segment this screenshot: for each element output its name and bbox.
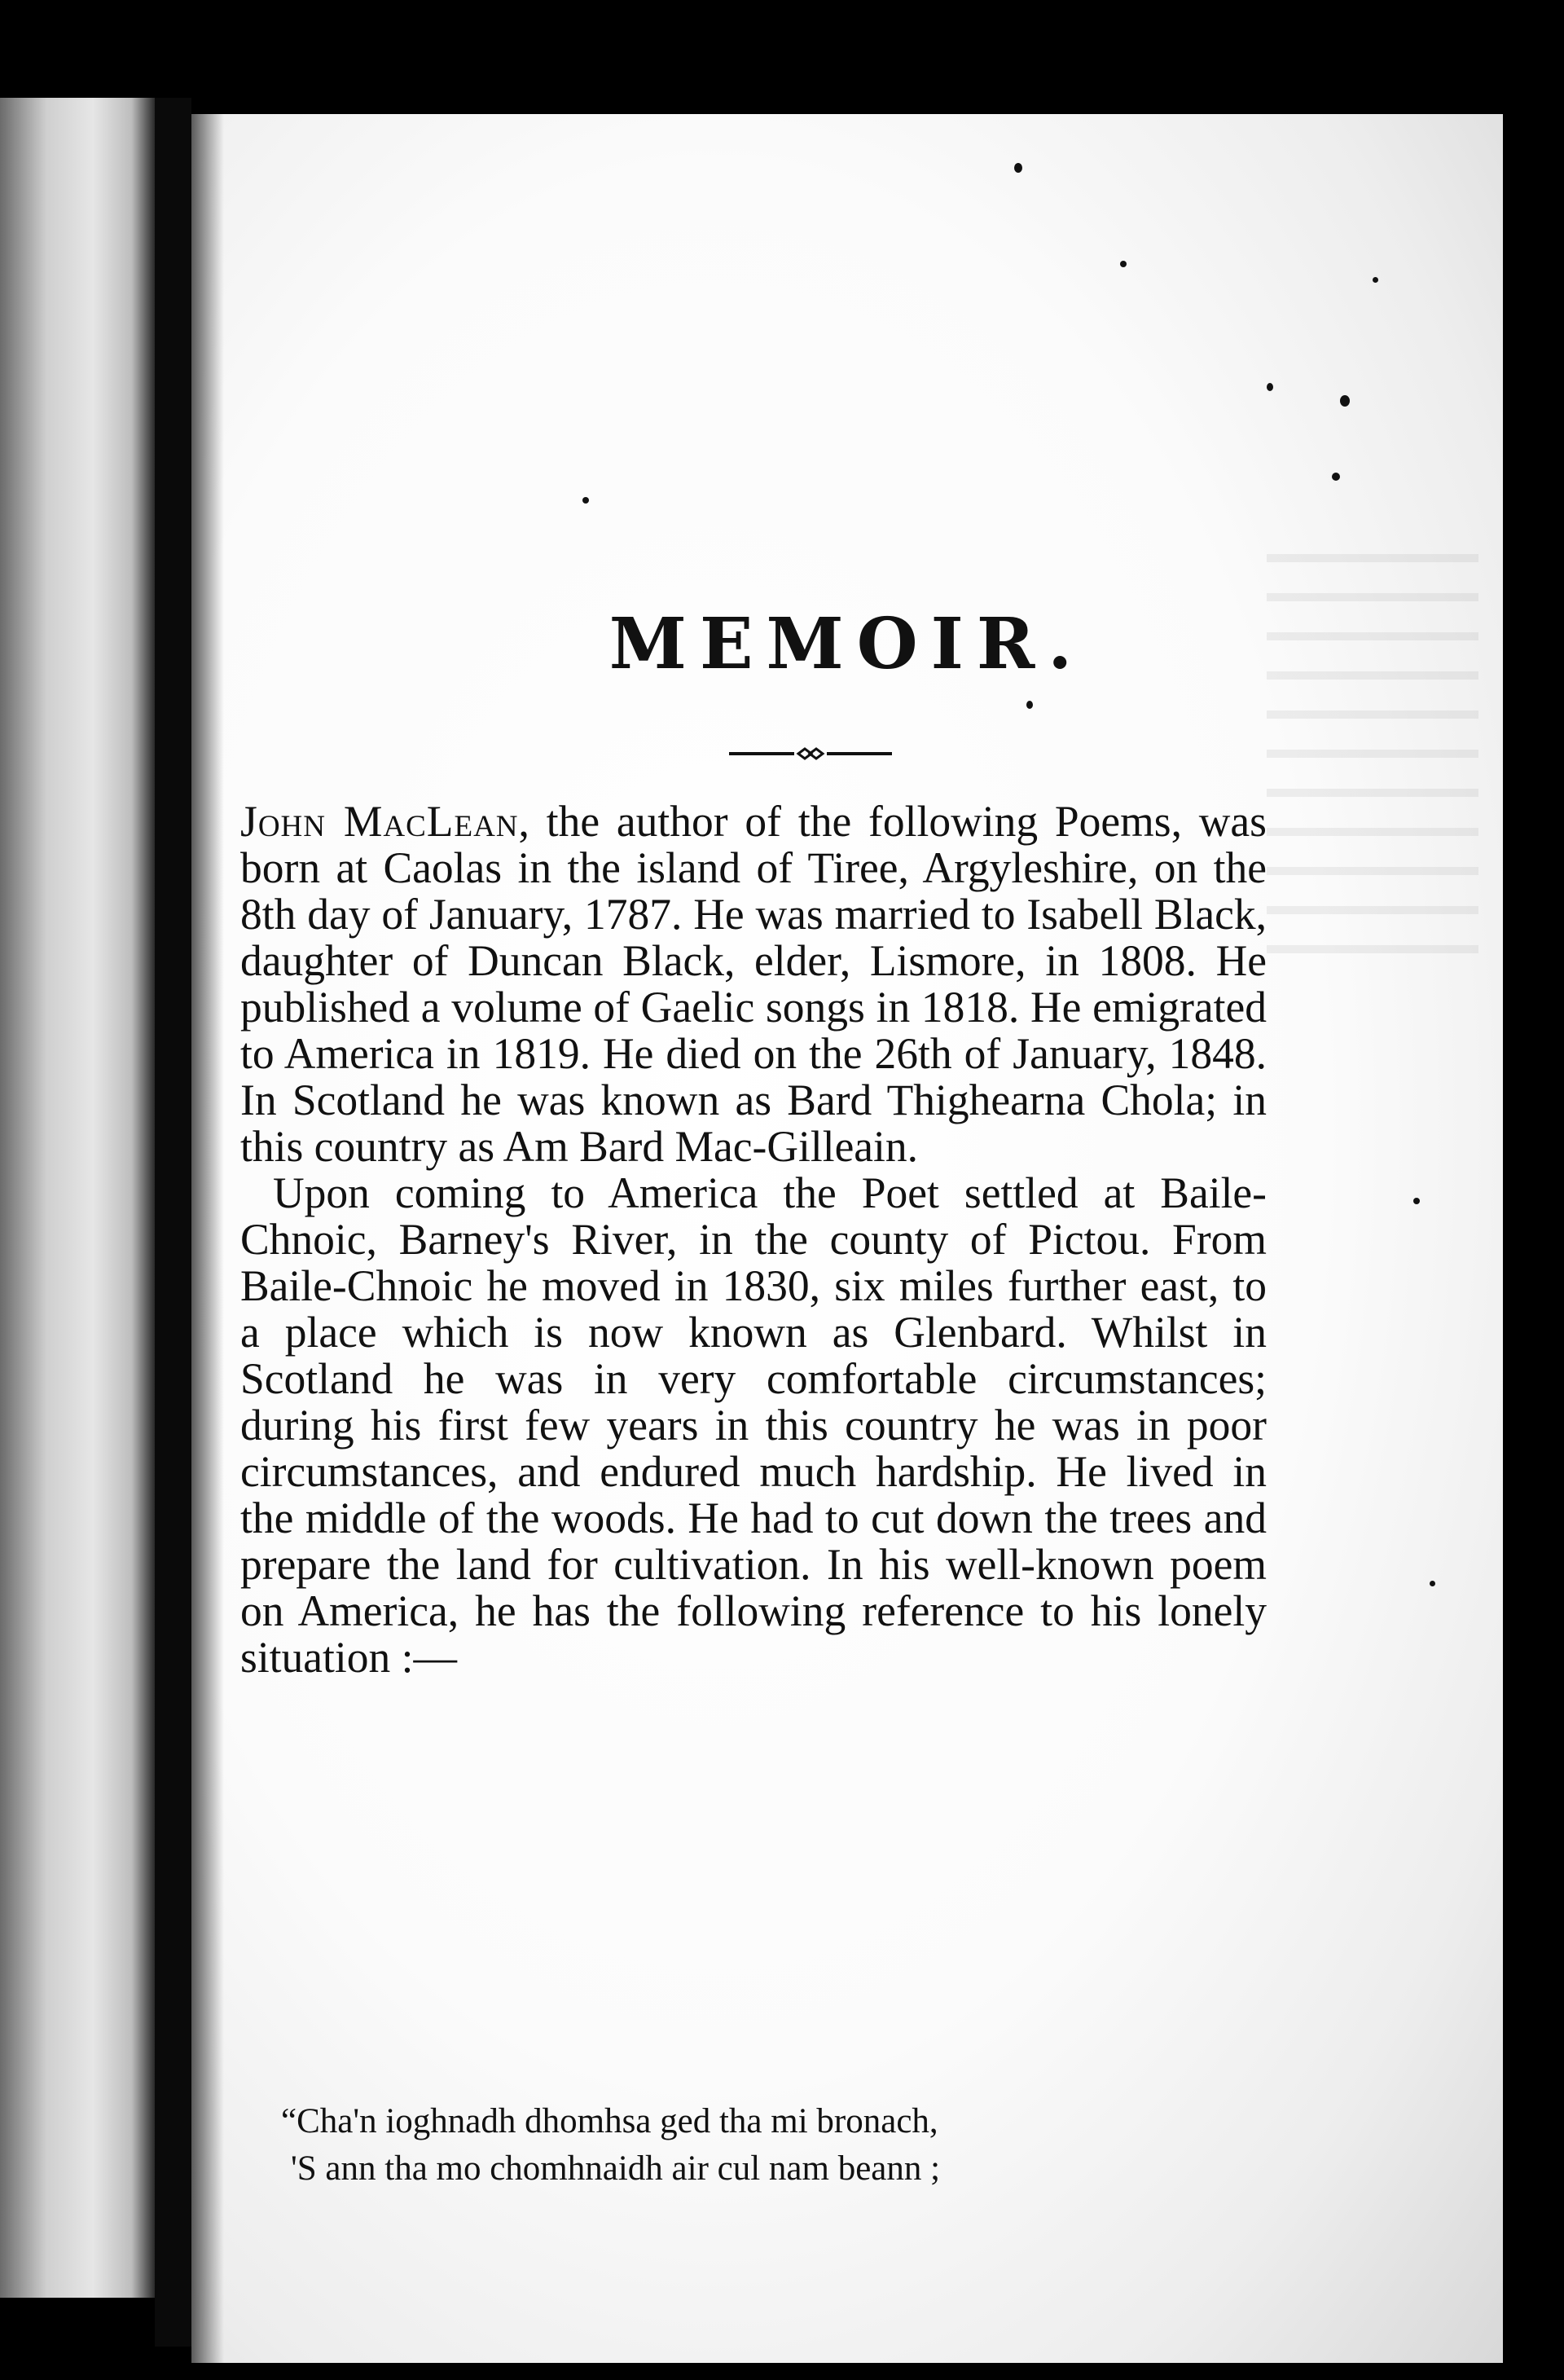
verse-line-1: “Cha'n ioghnadh dhomhsa ged tha mi bronach, [281, 2102, 938, 2140]
scan-speck [1373, 277, 1378, 283]
scan-speck [1332, 473, 1340, 481]
scan-speck [582, 497, 589, 504]
scan-speck [1267, 383, 1273, 391]
adjacent-page-edge [0, 98, 155, 2298]
book-gutter [155, 98, 191, 2347]
memoir-body [240, 798, 1267, 1681]
scan-speck [1430, 1581, 1435, 1586]
verse-quotation [281, 2098, 1259, 2193]
paragraph-2: Upon coming to America the Poet settled at Baile-Chnoic, Barney's River, in the county of Pictou. From Baile-Chnoic he moved in 1830, six miles further east, to a place which is now known as Glenbard. Whilst in Scotland he was in very comfortable circumstances; during his first few years in this country he was in poor circumstances, and endured much hardship. He lived in the middle of the woods. He had to cut down the trees and prepare the land for cultivation. In his well-known poem on America, he has the following reference to his lonely situation :— [240, 1168, 1267, 1682]
paragraph-1 [240, 798, 1267, 1170]
verse-line-2: 'S ann tha mo chomhnaidh air cul nam beann ; [291, 2149, 941, 2188]
scan-speck [1026, 701, 1033, 709]
scan-speck [1340, 395, 1350, 407]
page-edge-shadow [191, 114, 224, 2363]
paragraph-1-text: , the author of the following Poems, was born at Caolas in the island of Tiree, Argyleshire, on the 8th day of January, 1787. He was married to Isabell Black, daughter of Duncan Black, elder, Lismore, in 1808. He published a volume of Gaelic songs in 1818. He emigrated to America in 1819. He died on the 26th of January, 1848. In Scotland he was known as Bard Thighearna Chola; in this country as Am Bard Mac-Gilleain. [240, 797, 1267, 1171]
page-title: MEMOIR. [608, 603, 1086, 685]
book-page [191, 114, 1503, 2363]
rule-ornament-icon [729, 741, 892, 766]
scan-speck [1014, 163, 1022, 173]
scan-speck [1413, 1198, 1420, 1204]
author-name: John MacLean [240, 797, 519, 846]
scan-speck [1120, 261, 1127, 267]
